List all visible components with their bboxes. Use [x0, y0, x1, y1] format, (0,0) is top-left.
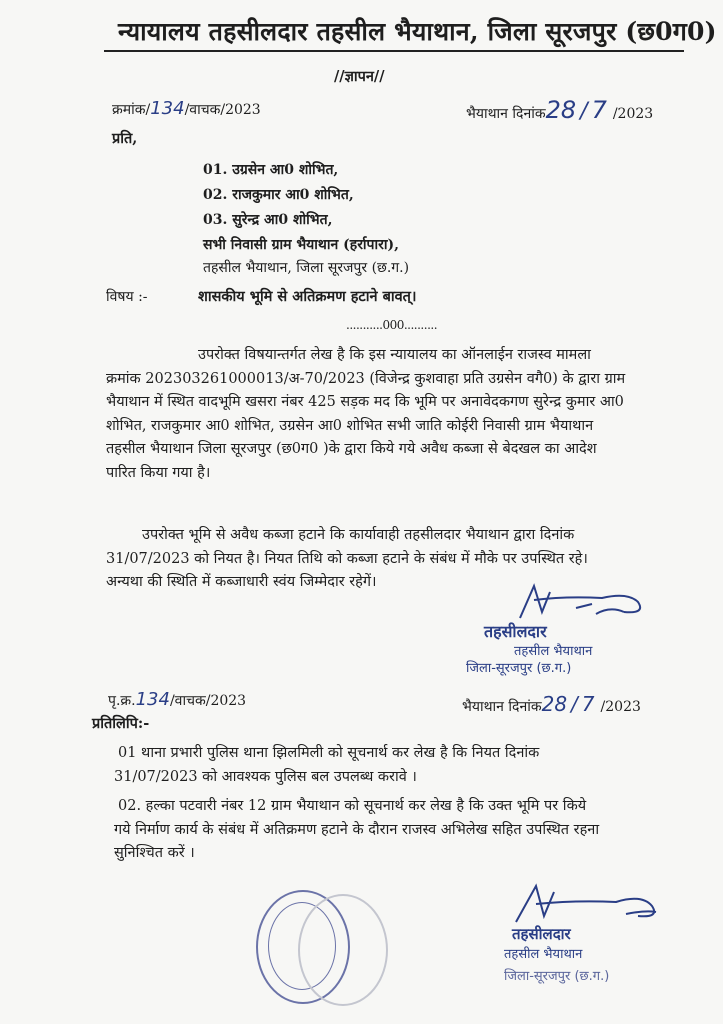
signature-title-stamp: तहसीलदार: [512, 925, 571, 943]
signature-tehsil-stamp: तहसील भैयाथान: [514, 644, 593, 659]
officer-signature-copy: [506, 880, 676, 930]
copy-date-year: /2023: [600, 699, 641, 715]
addressee-line: 03. सुरेन्द्र आ0 शोभित,: [203, 212, 333, 228]
memo-ref-suffix: /वाचक/2023: [184, 102, 261, 118]
paragraph-line: अन्यथा की स्थिति में कब्जाधारी स्वंय जिम्मेदार रहेगें।: [106, 574, 377, 590]
paragraph-line: 31/07/2023 को नियत है। नियत तिथि को कब्जा हटाने के संबंध में मौके पर उपस्थित रहे।: [106, 550, 588, 567]
copy-ref-number: 134: [135, 689, 170, 710]
copy-item-line: 01 थाना प्रभारी पुलिस थाना झिलमिली को सूचनार्थ कर लेख है कि नियत दिनांक: [118, 745, 540, 761]
addressee-line: 01. उग्रसेन आ0 शोभित,: [203, 162, 339, 178]
signature-tehsil-stamp: तहसील भैयाथान: [504, 947, 583, 962]
copy-item-1: [114, 742, 676, 789]
document-type: //ज्ञापन//: [334, 68, 385, 85]
memo-date-month: 7: [591, 96, 607, 124]
paragraph-line: उपरोक्त विषयान्तर्गत लेख है कि इस न्यायालय का ऑनलाईन राजस्व मामला: [198, 347, 591, 363]
signature-district-stamp: जिला-सूरजपुर (छ.ग.): [504, 969, 610, 984]
copy-date-month: 7: [581, 692, 595, 716]
subject-text: शासकीय भूमि से अतिक्रमण हटाने बावत्।: [198, 288, 417, 305]
copy-ref-suffix: /वाचक/2023: [169, 693, 247, 709]
copy-label: प्रतिलिपि:-: [92, 715, 150, 732]
memo-date-day: 28: [545, 96, 577, 124]
memo-date: भैयाथान दिनांक28 / 7 /2023: [466, 96, 654, 124]
paragraph-line: उपरोक्त भूमि से अवैध कब्जा हटाने कि कार्यावाही तहसीलदार भैयाथान द्वारा दिनांक: [142, 527, 575, 543]
copy-date: भैयाथान दिनांक28 / 7 /2023: [462, 692, 641, 716]
copy-date-day: 28: [541, 692, 568, 716]
subject-label: विषय :-: [106, 289, 148, 305]
section-divider: ...........000..........: [346, 318, 438, 332]
copy-item-line: सुनिश्चित करें ।: [114, 845, 195, 861]
copy-item-line: 02. हल्का पटवारी नंबर 12 ग्राम भैयाथान को सूचनार्थ कर लेख है कि उक्त भूमि पर किये: [118, 798, 587, 814]
paragraph-line: क्रमांक 202303261000013/अ-70/2023 (विजेन्द्र कुशवाहा प्रति उग्रसेन वगै0) के द्वारा ग्राम: [106, 370, 626, 387]
paragraph-line: भैयाथान में स्थित वादभूमि खसरा नंबर 425 सड़क मद कि भूमि पर अनावेदकगण सुरेन्द्र कुमार आ0: [106, 394, 624, 410]
copy-date-label: भैयाथान दिनांक: [462, 699, 542, 715]
paragraph-line: पारित किया गया है।: [106, 464, 211, 481]
addressee-line: 02. राजकुमार आ0 शोभित,: [203, 187, 354, 203]
paragraph-line: तहसील भैयाथान जिला सूरजपुर (छ0ग0 )के द्वारा किये गये अवैध कब्जा से बेदखल का आदेश: [106, 441, 597, 457]
memo-ref-prefix: क्रमांक/: [112, 102, 151, 118]
addressee-line: तहसील भैयाथान, जिला सूरजपुर (छ.ग.): [203, 260, 410, 276]
memo-ref-number: 134: [150, 98, 185, 119]
body-paragraph-1: [106, 344, 678, 485]
copy-reference: [108, 689, 246, 710]
office-seal-faint-impression: [298, 894, 388, 1006]
paragraph-line: शोभित, राजकुमार आ0 शोभित, उग्रसेन आ0 शोभित सभी जाति कोईरी निवासी ग्राम भैयाथान: [106, 417, 594, 434]
copy-item-2: [114, 795, 676, 866]
memo-date-label: भैयाथान दिनांक: [466, 106, 546, 122]
copy-item-line: गये निर्माण कार्य के संबंध में अतिक्रमण हटाने के दौरान राजस्व अभिलेख सहित उपस्थित रहना: [114, 821, 600, 838]
copy-item-line: 31/07/2023 को आवश्यक पुलिस बल उपलब्ध करावे ।: [114, 768, 417, 785]
copy-ref-prefix: पृ.क्र.: [108, 693, 136, 709]
to-label: प्रति,: [112, 130, 138, 147]
signature-title-stamp: तहसीलदार: [484, 622, 547, 641]
signature-district-stamp: जिला-सूरजपुर (छ.ग.): [466, 661, 572, 676]
memo-date-year: /2023: [612, 106, 654, 122]
court-header: न्यायालय तहसीलदार तहसील भैयाथान, जिला सूरजपुर (छ0ग0): [118, 17, 717, 46]
addressee-line: सभी निवासी ग्राम भैयाथान (हर्रापारा),: [203, 237, 399, 253]
header-underline: [104, 50, 684, 52]
memo-reference: [112, 98, 261, 119]
